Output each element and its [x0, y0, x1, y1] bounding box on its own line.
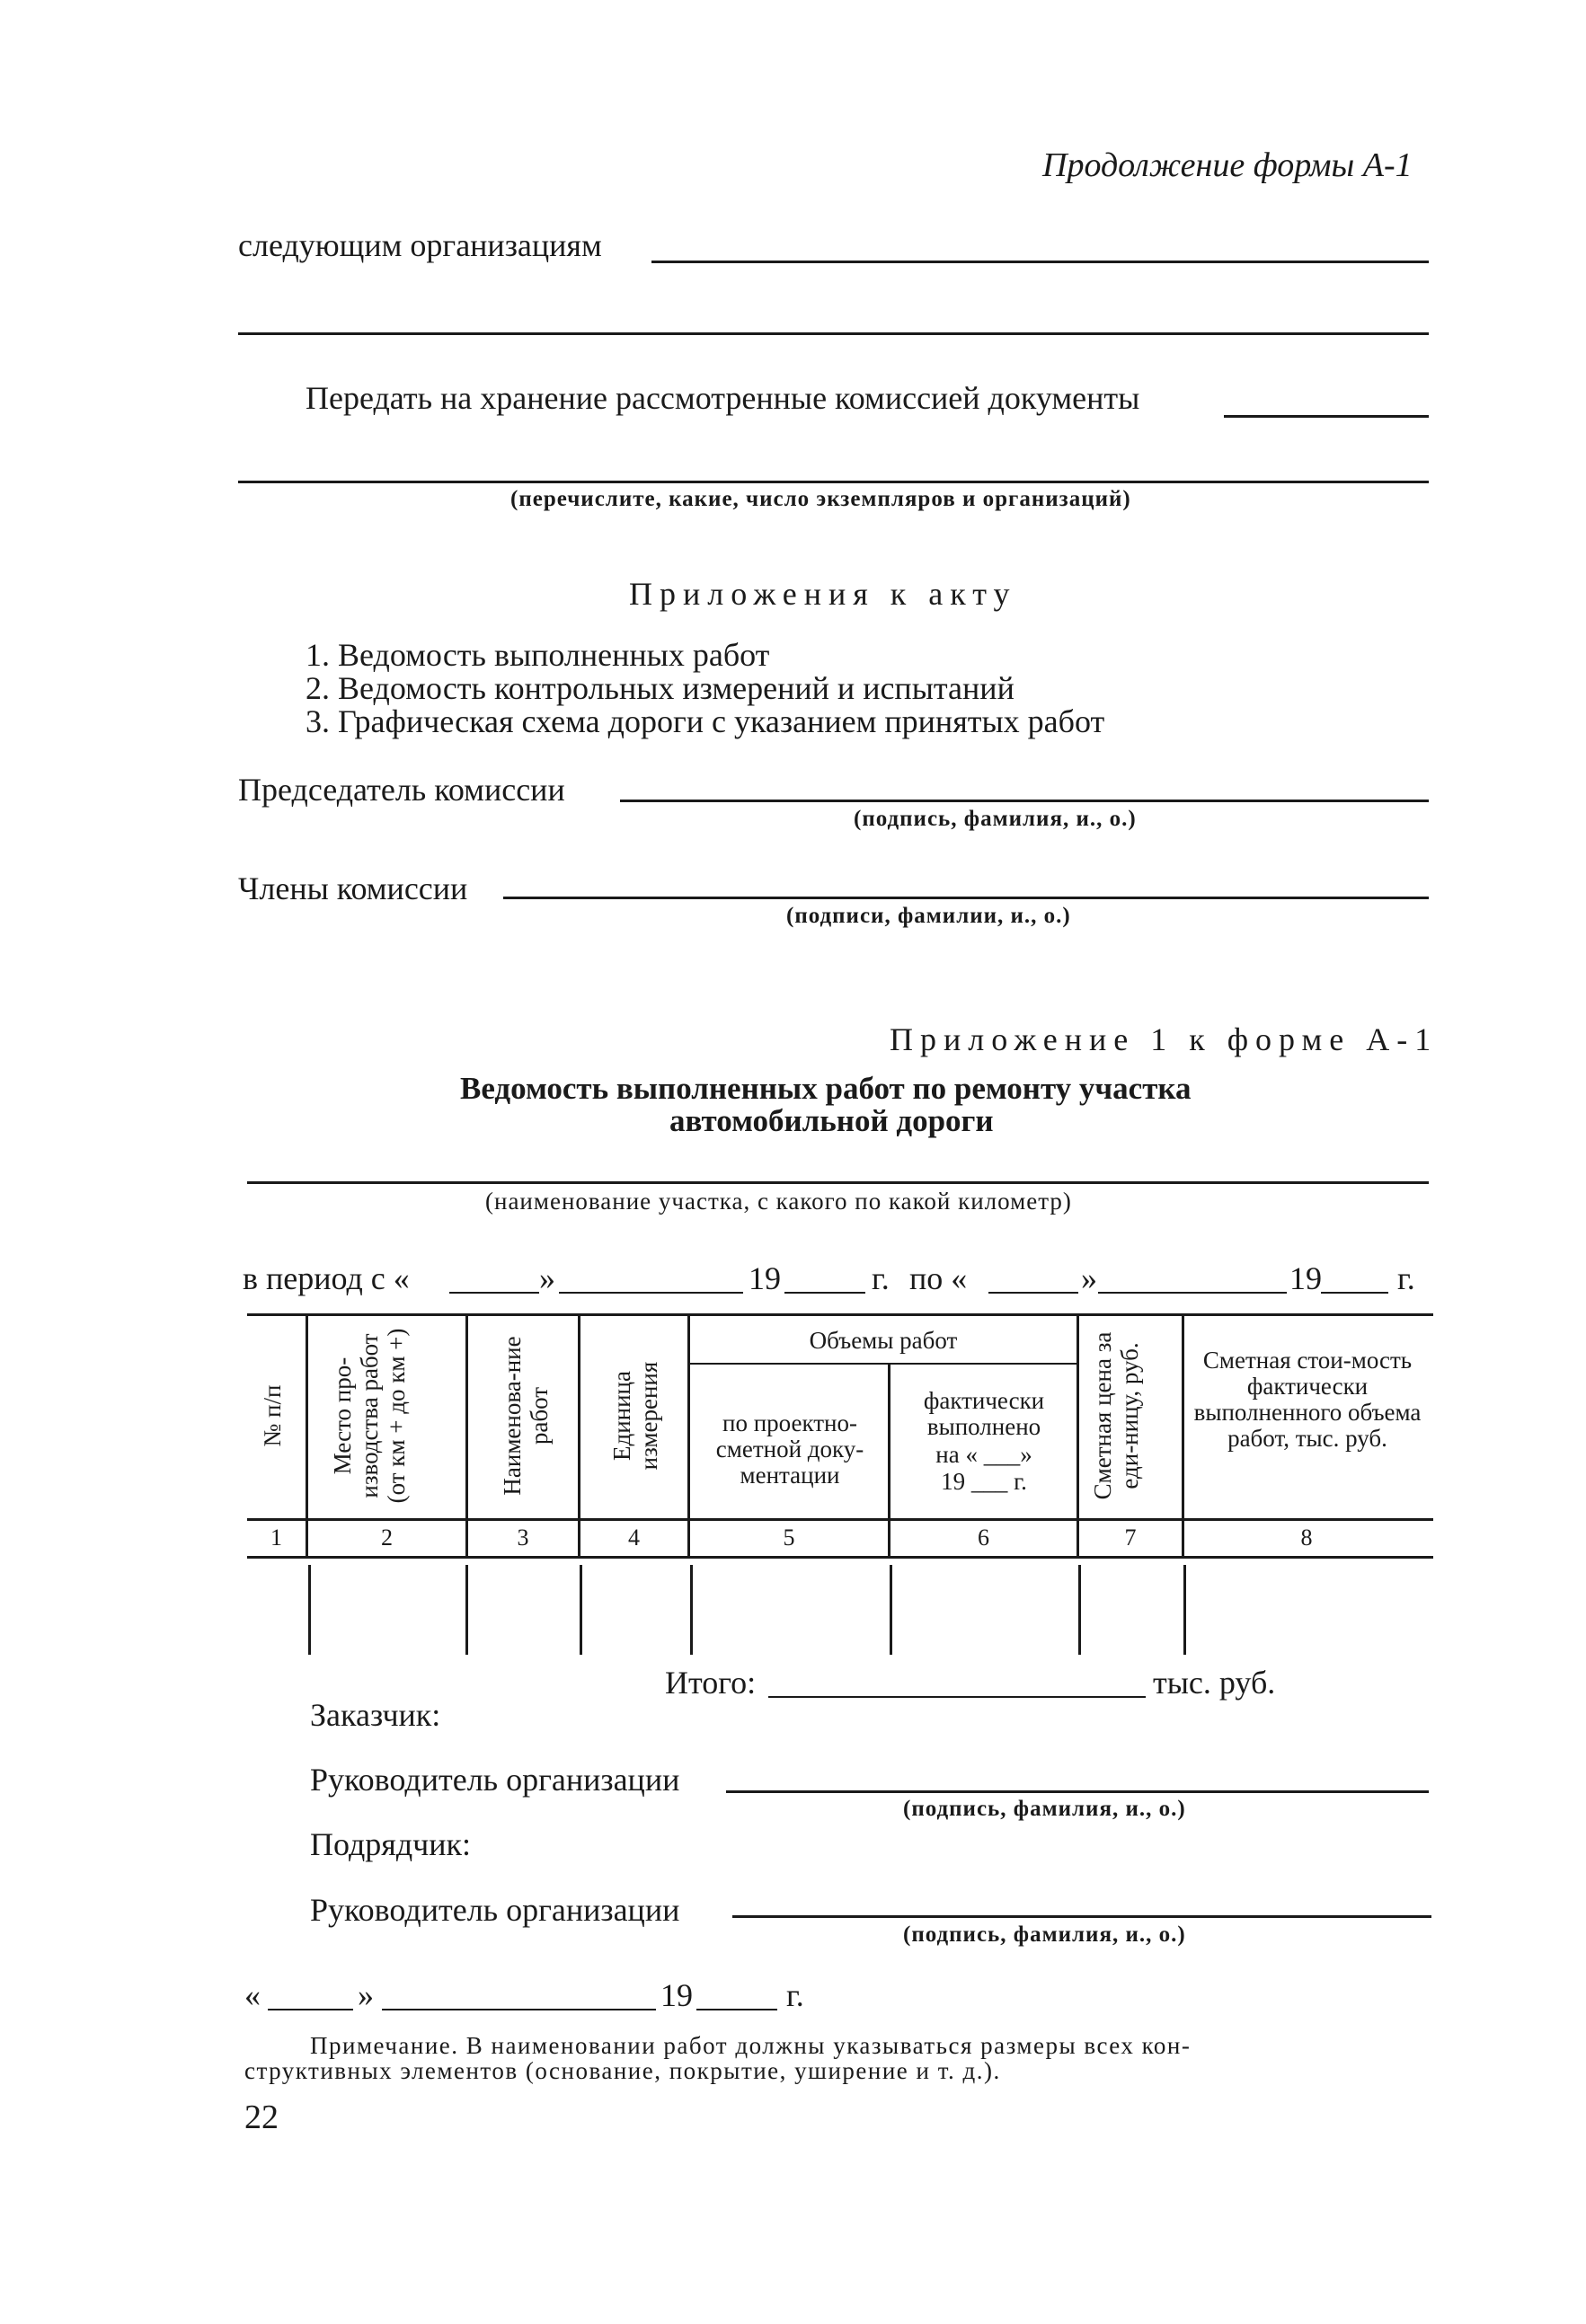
period-to-label: по « — [909, 1260, 968, 1296]
orgs-field[interactable] — [651, 261, 1429, 263]
numbers-bottom-border — [247, 1556, 1433, 1559]
body-divider-4 — [690, 1565, 693, 1655]
col-divider-3 — [578, 1313, 580, 1556]
appendix-item-2: 2. Ведомость контрольных измерений и испытаний — [306, 670, 1015, 706]
date-month-field[interactable] — [382, 2009, 656, 2010]
contractor-label: Подрядчик: — [310, 1826, 472, 1862]
period-to-day-field[interactable] — [988, 1292, 1078, 1294]
body-divider-7 — [1183, 1565, 1186, 1655]
col6-header-line3: 19 ___ г. — [941, 1468, 1027, 1495]
storage-field-continued[interactable] — [238, 481, 1429, 483]
col-number-7: 7 — [1124, 1524, 1137, 1551]
appendix1-caption: Приложение 1 к форме А-1 — [890, 1021, 1439, 1057]
body-divider-5 — [890, 1565, 892, 1655]
orgs-label: следующим организациям — [238, 227, 602, 263]
col1-header: № п/п — [259, 1384, 286, 1447]
date-year-prefix: 19 — [660, 1977, 693, 2013]
customer-hint: (подпись, фамилия, и., о.) — [903, 1797, 1186, 1821]
period-from-month-field[interactable] — [559, 1292, 743, 1294]
members-hint: (подписи, фамилии, и., о.) — [786, 904, 1071, 928]
col-number-8: 8 — [1300, 1524, 1313, 1551]
chairman-hint: (подпись, фамилия, и., о.) — [854, 807, 1137, 831]
date-open-quote: « — [244, 1977, 261, 2013]
note-line-2: структивных элементов (основание, покрытие, уширение и т. д.). — [244, 2057, 1001, 2084]
period-to-year-field[interactable] — [1321, 1292, 1388, 1294]
date-g: г. — [786, 1977, 804, 2013]
members-label: Члены комиссии — [238, 870, 468, 906]
body-divider-6 — [1078, 1565, 1081, 1655]
col-number-2: 2 — [381, 1524, 393, 1551]
section-name-hint: (наименование участка, с какого по какой километр) — [485, 1188, 1072, 1215]
members-signature-field[interactable] — [503, 897, 1429, 899]
date-year-field[interactable] — [696, 2009, 777, 2010]
chairman-label: Председатель комиссии — [238, 772, 565, 808]
col-number-1: 1 — [270, 1524, 282, 1551]
col-number-5: 5 — [783, 1524, 795, 1551]
volumes-header: Объемы работ — [809, 1327, 958, 1354]
period-to-close-quote: » — [1081, 1260, 1097, 1296]
col3-header: Наименова-ние работ — [499, 1336, 553, 1496]
customer-signature-field[interactable] — [726, 1790, 1429, 1793]
period-from-year-field[interactable] — [784, 1292, 865, 1294]
col5-header: по проектно-сметной доку-ментации — [715, 1409, 864, 1489]
col8-header: Сметная стои-мость фактически выполненного объема работ, тыс. руб. — [1193, 1347, 1422, 1452]
note-line-1: Примечание. В наименовании работ должны указываться размеры всех кон- — [310, 2032, 1192, 2059]
period-from-year-prefix: 19 — [749, 1260, 781, 1296]
col6-header-line1: фактически выполнено — [923, 1387, 1045, 1440]
col-divider-1 — [306, 1313, 308, 1556]
orgs-field-continued[interactable] — [238, 332, 1429, 335]
period-to-g: г. — [1397, 1260, 1415, 1296]
storage-hint: (перечислите, какие, число экземпляров и организаций) — [510, 487, 1131, 511]
body-divider-3 — [580, 1565, 582, 1655]
section-name-field[interactable] — [247, 1181, 1429, 1184]
form-continuation-header: Продолжение формы А-1 — [1042, 146, 1413, 184]
storage-field[interactable] — [1224, 415, 1429, 418]
period-prefix: в период с « — [243, 1260, 410, 1296]
col-divider-2 — [465, 1313, 468, 1556]
customer-label: Заказчик: — [310, 1697, 441, 1733]
period-from-close-quote: » — [539, 1260, 555, 1296]
body-divider-1 — [308, 1565, 311, 1655]
appendix-item-3: 3. Графическая схема дороги с указанием принятых работ — [306, 703, 1105, 739]
col-divider-6 — [1077, 1313, 1079, 1556]
chairman-signature-field[interactable] — [620, 800, 1429, 802]
total-field[interactable] — [768, 1696, 1146, 1698]
total-label: Итого: — [665, 1665, 757, 1701]
col-number-6: 6 — [978, 1524, 989, 1551]
date-close-quote: » — [358, 1977, 374, 2013]
page-number: 22 — [244, 2099, 279, 2136]
appendix-item-1: 1. Ведомость выполненных работ — [306, 637, 770, 673]
appendices-title: Приложения к акту — [629, 576, 1017, 612]
col-number-3: 3 — [517, 1524, 529, 1551]
appendix1-title-line2: автомобильной дороги — [669, 1103, 994, 1138]
col-divider-7 — [1182, 1313, 1184, 1556]
customer-head-label: Руководитель организации — [310, 1762, 680, 1798]
period-from-g: г. — [872, 1260, 890, 1296]
period-from-day-field[interactable] — [449, 1292, 539, 1294]
volumes-divider — [690, 1363, 1077, 1365]
contractor-head-label: Руководитель организации — [310, 1892, 680, 1928]
period-to-year-prefix: 19 — [1289, 1260, 1322, 1296]
period-to-month-field[interactable] — [1098, 1292, 1287, 1294]
date-day-field[interactable] — [268, 2009, 353, 2010]
col7-header: Сметная цена за еди-ницу, руб. — [1089, 1331, 1143, 1500]
body-divider-2 — [465, 1565, 468, 1655]
col6-header-line2: на « ___» — [935, 1441, 1032, 1468]
total-unit: тыс. руб. — [1153, 1665, 1276, 1701]
table-top-border — [247, 1313, 1433, 1316]
appendix1-title-line1: Ведомость выполненных работ по ремонту участка — [460, 1071, 1192, 1106]
contractor-hint: (подпись, фамилия, и., о.) — [903, 1922, 1186, 1947]
col4-header: Единица измерения — [608, 1361, 662, 1471]
col2-header: Место про-изводства работ (от км + до км +) — [329, 1328, 410, 1504]
contractor-signature-field[interactable] — [732, 1915, 1431, 1918]
header-bottom-border — [247, 1518, 1433, 1521]
storage-label: Передать на хранение рассмотренные комиссией документы — [306, 380, 1140, 416]
col-number-4: 4 — [628, 1524, 640, 1551]
